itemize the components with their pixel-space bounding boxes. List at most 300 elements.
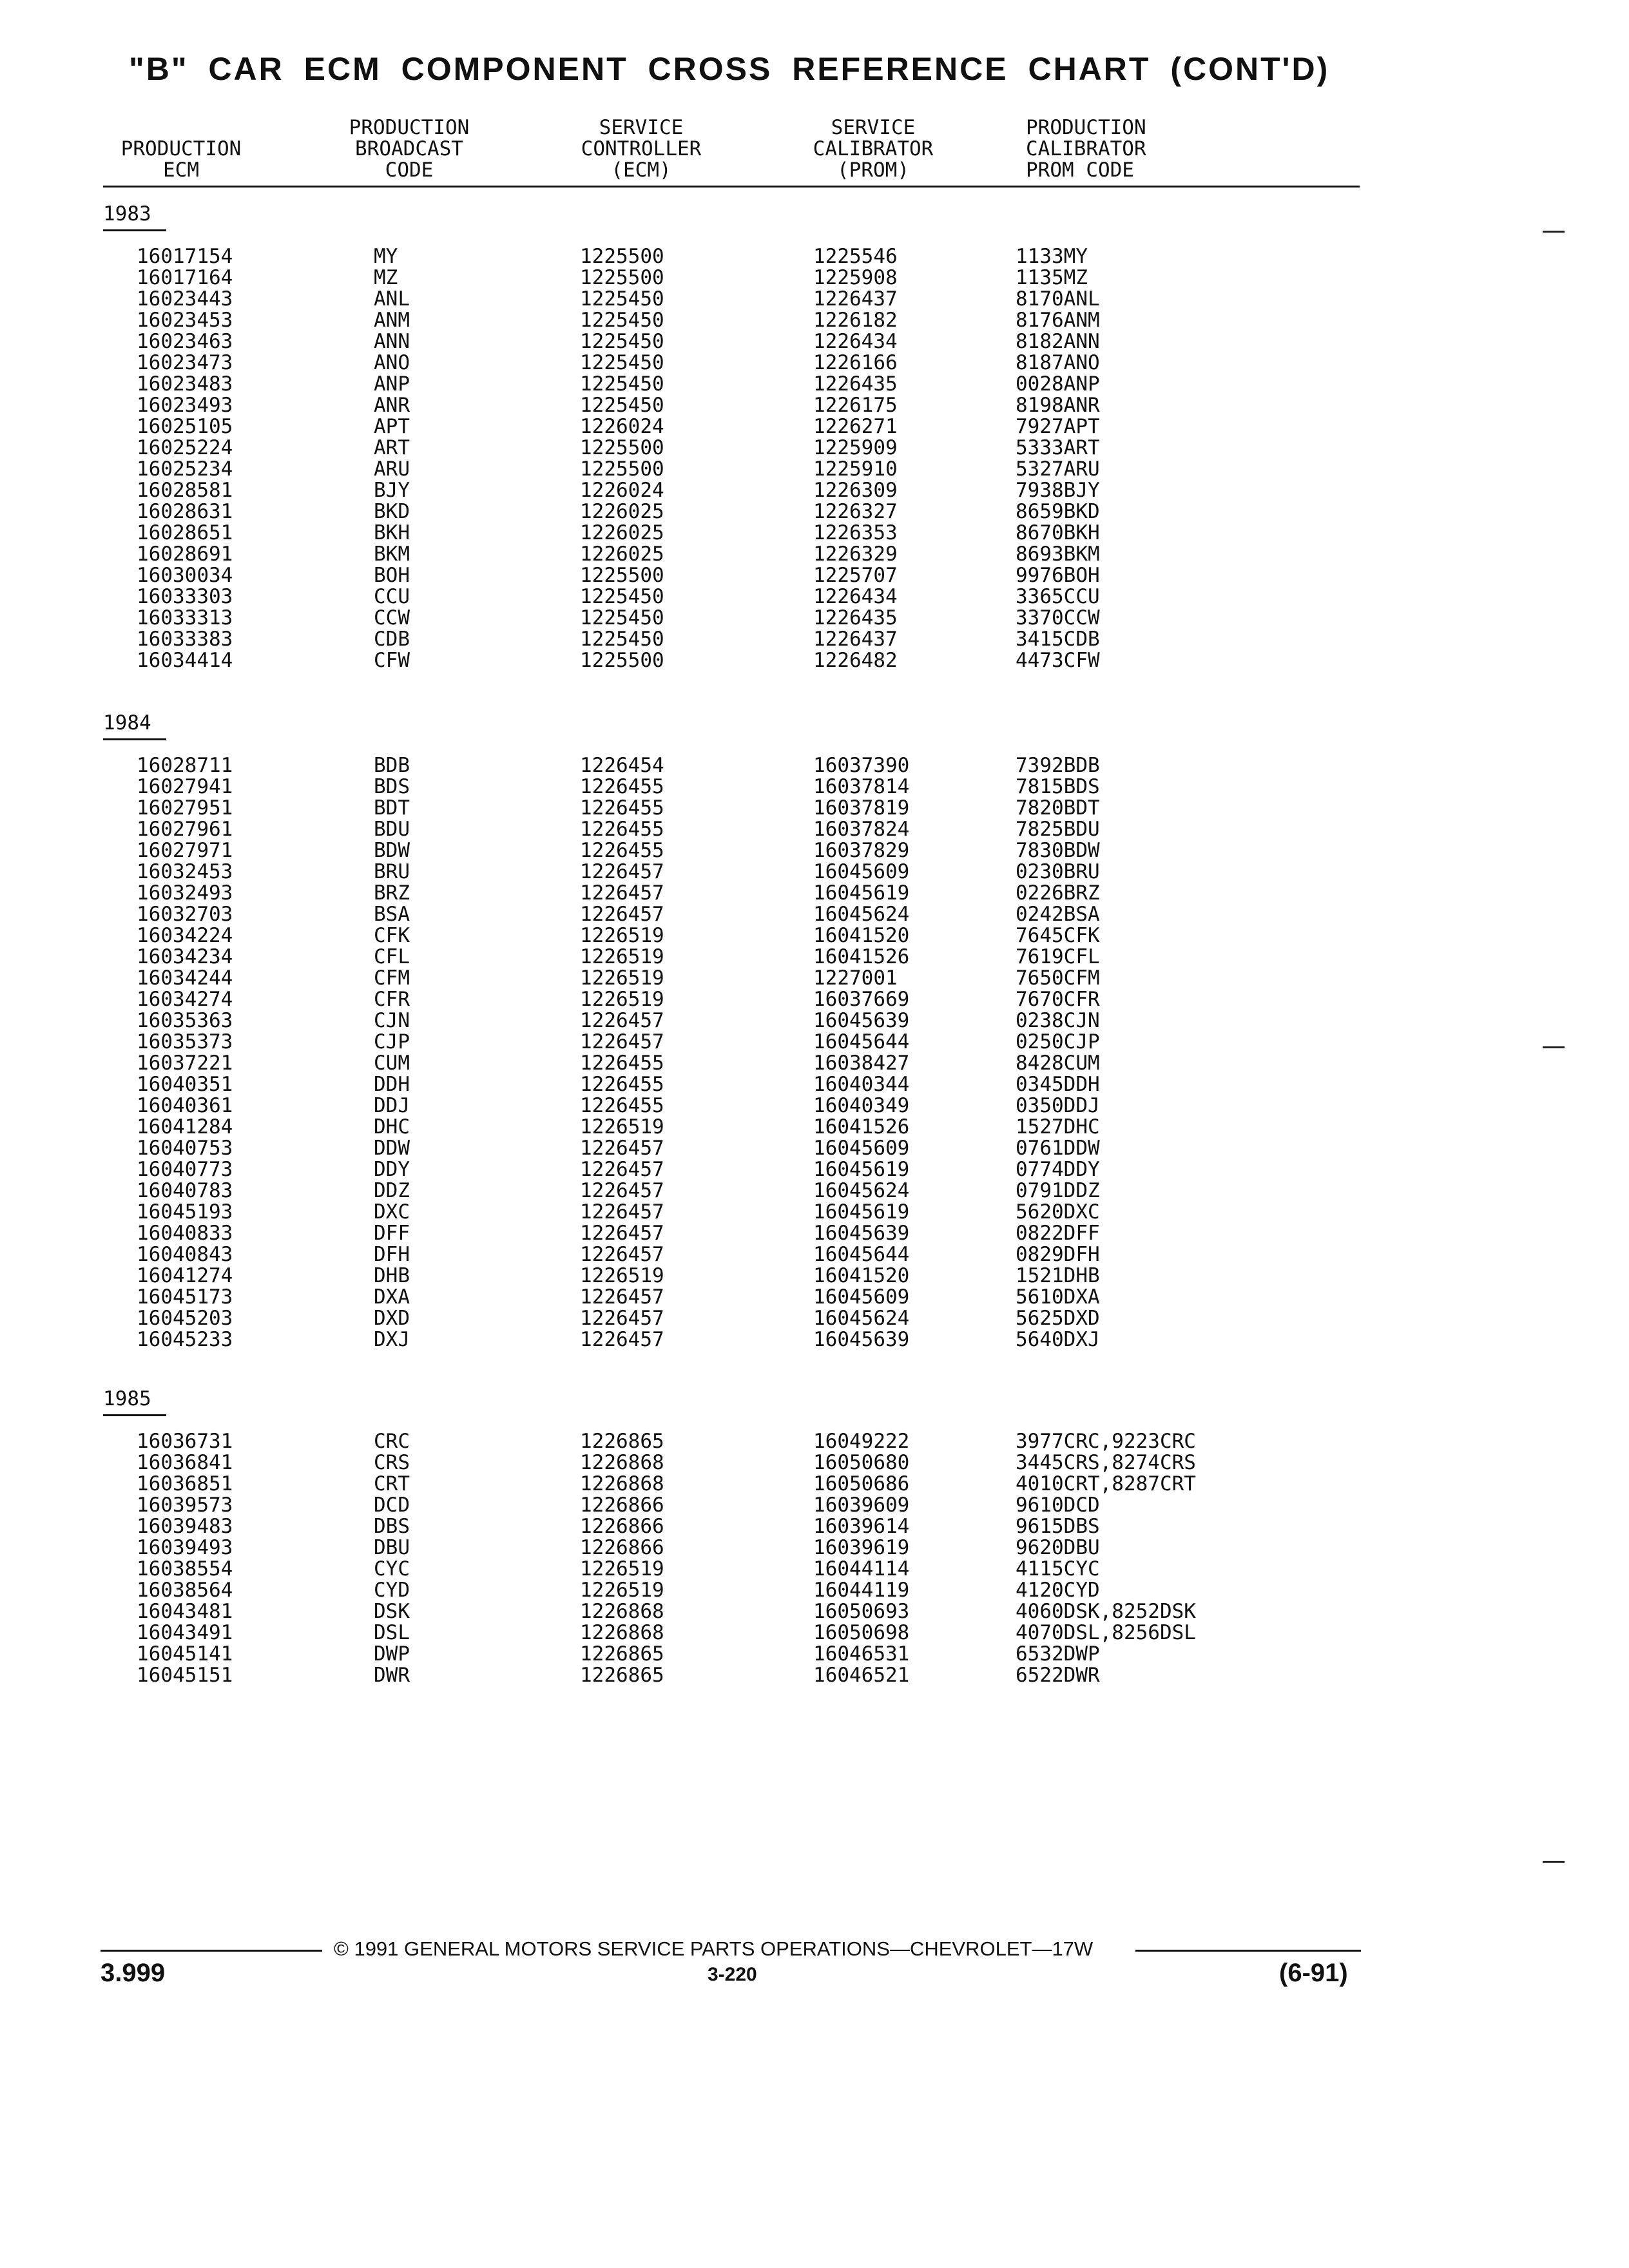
service-calibrator-cell: 1226435 [813, 372, 898, 396]
table-row [0, 1265, 1629, 1287]
prom-code-cell: 8170ANL [1016, 287, 1100, 311]
prom-code-cell: 9976BOH [1016, 564, 1100, 587]
table-row [0, 501, 1629, 523]
prom-code-cell: 6532DWP [1016, 1642, 1100, 1666]
production-ecm-cell: 16041274 [137, 1264, 233, 1287]
table-row [0, 1053, 1629, 1074]
service-controller-cell: 1226868 [580, 1472, 664, 1495]
table-row [0, 310, 1629, 331]
broadcast-code-cell: DCD [374, 1494, 410, 1517]
production-ecm-cell: 16043491 [137, 1621, 233, 1644]
broadcast-code-cell: DDH [374, 1073, 410, 1096]
production-ecm-cell: 16033383 [137, 628, 233, 651]
table-row [0, 480, 1629, 501]
prom-code-cell: 1135MZ [1016, 266, 1088, 289]
production-ecm-cell: 16036731 [137, 1430, 233, 1453]
table-row [0, 629, 1629, 650]
service-calibrator-cell: 16044119 [813, 1579, 910, 1602]
prom-code-cell: 5625DXD [1016, 1307, 1100, 1330]
production-ecm-cell: 16039573 [137, 1494, 233, 1517]
broadcast-code-cell: BKM [374, 543, 410, 566]
header-line: CONTROLLER [581, 137, 702, 160]
service-controller-cell: 1226519 [580, 1557, 664, 1581]
production-ecm-cell: 16035363 [137, 1009, 233, 1032]
production-ecm-cell: 16040361 [137, 1094, 233, 1117]
service-controller-cell: 1226455 [580, 818, 664, 841]
prom-code-cell: 0242BSA [1016, 903, 1100, 926]
table-row [0, 267, 1629, 289]
service-controller-cell: 1225500 [580, 266, 664, 289]
broadcast-code-cell: CRC [374, 1430, 410, 1453]
production-ecm-cell: 16027961 [137, 818, 233, 841]
table-rows [0, 246, 1629, 671]
prom-code-cell: 9620DBU [1016, 1536, 1100, 1559]
table-row [0, 459, 1629, 480]
production-ecm-cell: 16034234 [137, 945, 233, 968]
table-row [0, 989, 1629, 1010]
service-controller-cell: 1226519 [580, 988, 664, 1011]
service-controller-cell: 1226865 [580, 1642, 664, 1666]
service-controller-cell: 1226454 [580, 754, 664, 777]
production-ecm-cell: 16027951 [137, 796, 233, 820]
service-calibrator-cell: 1226353 [813, 521, 898, 544]
prom-code-cell: 8198ANR [1016, 394, 1100, 417]
table-row [0, 1159, 1629, 1180]
table-row [0, 331, 1629, 352]
table-row [0, 1601, 1629, 1622]
broadcast-code-cell: CYC [374, 1557, 410, 1581]
service-controller-cell: 1225500 [580, 436, 664, 459]
production-ecm-cell: 16028691 [137, 543, 233, 566]
prom-code-cell: 7619CFL [1016, 945, 1100, 968]
service-calibrator-cell: 16045624 [813, 1307, 910, 1330]
header-broadcast-code [331, 117, 487, 181]
broadcast-code-cell: BOH [374, 564, 410, 587]
service-calibrator-cell: 1225908 [813, 266, 898, 289]
service-calibrator-cell: 16045644 [813, 1243, 910, 1266]
service-calibrator-cell: 16039614 [813, 1515, 910, 1538]
broadcast-code-cell: DBS [374, 1515, 410, 1538]
production-ecm-cell: 16045193 [137, 1200, 233, 1224]
prom-code-cell: 7645CFK [1016, 924, 1100, 947]
production-ecm-cell: 16028631 [137, 500, 233, 523]
service-controller-cell: 1225450 [580, 287, 664, 311]
production-ecm-cell: 16023463 [137, 330, 233, 353]
production-ecm-cell: 16034224 [137, 924, 233, 947]
broadcast-code-cell: DBU [374, 1536, 410, 1559]
header-line: BROADCAST [355, 137, 463, 160]
production-ecm-cell: 16040783 [137, 1179, 233, 1202]
header-rule [103, 186, 1360, 187]
broadcast-code-cell: CRS [374, 1451, 410, 1474]
broadcast-code-cell: DDJ [374, 1094, 410, 1117]
prom-code-cell: 4120CYD [1016, 1579, 1100, 1602]
service-calibrator-cell: 16037814 [813, 775, 910, 798]
service-controller-cell: 1226865 [580, 1664, 664, 1687]
service-calibrator-cell: 1225910 [813, 457, 898, 481]
table-row [0, 565, 1629, 586]
service-controller-cell: 1225450 [580, 330, 664, 353]
service-calibrator-cell: 16044114 [813, 1557, 910, 1581]
table-row [0, 1180, 1629, 1202]
prom-code-cell: 8176ANM [1016, 309, 1100, 332]
service-calibrator-cell: 16050698 [813, 1621, 910, 1644]
service-calibrator-cell: 16041526 [813, 945, 910, 968]
production-ecm-cell: 16040843 [137, 1243, 233, 1266]
service-calibrator-cell: 16045609 [813, 860, 910, 883]
service-controller-cell: 1226519 [580, 1264, 664, 1287]
table-row [0, 1074, 1629, 1095]
header-line: PRODUCTION [1026, 116, 1146, 139]
broadcast-code-cell: CFR [374, 988, 410, 1011]
service-controller-cell: 1226455 [580, 1052, 664, 1075]
service-calibrator-cell: 1225909 [813, 436, 898, 459]
prom-code-cell: 3370CCW [1016, 606, 1100, 629]
service-calibrator-cell: 16039609 [813, 1494, 910, 1517]
table-row [0, 352, 1629, 374]
footer-rule-left [101, 1950, 322, 1952]
prom-code-cell: 0350DDJ [1016, 1094, 1100, 1117]
broadcast-code-cell: DFH [374, 1243, 410, 1266]
production-ecm-cell: 16035373 [137, 1030, 233, 1053]
broadcast-code-cell: CRT [374, 1472, 410, 1495]
service-controller-cell: 1226519 [580, 1115, 664, 1139]
production-ecm-cell: 16025234 [137, 457, 233, 481]
service-controller-cell: 1226455 [580, 796, 664, 820]
production-ecm-cell: 16041284 [137, 1115, 233, 1139]
broadcast-code-cell: BKH [374, 521, 410, 544]
table-row [0, 840, 1629, 861]
service-controller-cell: 1226519 [580, 924, 664, 947]
production-ecm-cell: 16023443 [137, 287, 233, 311]
table-row [0, 1622, 1629, 1644]
production-ecm-cell: 16023473 [137, 351, 233, 374]
broadcast-code-cell: DHC [374, 1115, 410, 1139]
page-number: 3-220 [708, 1964, 757, 1985]
prom-code-cell: 1521DHB [1016, 1264, 1100, 1287]
prom-code-cell: 7815BDS [1016, 775, 1100, 798]
service-calibrator-cell: 1226175 [813, 394, 898, 417]
production-ecm-cell: 16030034 [137, 564, 233, 587]
table-row [0, 1537, 1629, 1559]
service-calibrator-cell: 1226434 [813, 585, 898, 608]
table-row [0, 1095, 1629, 1117]
prom-code-cell: 4060DSK,8252DSK [1016, 1600, 1196, 1623]
service-calibrator-cell: 16050686 [813, 1472, 910, 1495]
prom-code-cell: 0822DFF [1016, 1222, 1100, 1245]
broadcast-code-cell: CUM [374, 1052, 410, 1075]
broadcast-code-cell: ANN [374, 330, 410, 353]
service-controller-cell: 1226868 [580, 1451, 664, 1474]
table-row [0, 819, 1629, 840]
prom-code-cell: 4473CFW [1016, 649, 1100, 672]
table-row [0, 1474, 1629, 1495]
prom-code-cell: 3445CRS,8274CRS [1016, 1451, 1196, 1474]
service-controller-cell: 1226457 [580, 1285, 664, 1309]
service-calibrator-cell: 16050693 [813, 1600, 910, 1623]
prom-code-cell: 3415CDB [1016, 628, 1100, 651]
service-controller-cell: 1226025 [580, 543, 664, 566]
broadcast-code-cell: DXC [374, 1200, 410, 1224]
prom-code-cell: 0226BRZ [1016, 881, 1100, 905]
service-controller-cell: 1226457 [580, 1030, 664, 1053]
service-controller-cell: 1225450 [580, 309, 664, 332]
header-service-controller [562, 117, 720, 181]
production-ecm-cell: 16023453 [137, 309, 233, 332]
table-row [0, 1223, 1629, 1244]
broadcast-code-cell: ANM [374, 309, 410, 332]
service-calibrator-cell: 16045644 [813, 1030, 910, 1053]
table-row [0, 437, 1629, 459]
service-controller-cell: 1226868 [580, 1621, 664, 1644]
service-controller-cell: 1226866 [580, 1494, 664, 1517]
service-controller-cell: 1226024 [580, 415, 664, 438]
production-ecm-cell: 16025224 [137, 436, 233, 459]
broadcast-code-cell: DFF [374, 1222, 410, 1245]
production-ecm-cell: 16027971 [137, 839, 233, 862]
service-calibrator-cell: 1226329 [813, 543, 898, 566]
service-calibrator-cell: 16037819 [813, 796, 910, 820]
prom-code-cell: 0345DDH [1016, 1073, 1100, 1096]
broadcast-code-cell: DWP [374, 1642, 410, 1666]
broadcast-code-cell: DHB [374, 1264, 410, 1287]
header-line: SERVICE [599, 116, 684, 139]
table-row [0, 1032, 1629, 1053]
production-ecm-cell: 16039483 [137, 1515, 233, 1538]
service-controller-cell: 1226519 [580, 945, 664, 968]
service-controller-cell: 1226519 [580, 966, 664, 990]
production-ecm-cell: 16034414 [137, 649, 233, 672]
service-calibrator-cell: 16045624 [813, 1179, 910, 1202]
service-calibrator-cell: 1227001 [813, 966, 898, 990]
service-calibrator-cell: 16037824 [813, 818, 910, 841]
service-calibrator-cell: 16046531 [813, 1642, 910, 1666]
production-ecm-cell: 16045233 [137, 1328, 233, 1351]
prom-code-cell: 7392BDB [1016, 754, 1100, 777]
prom-code-cell: 5327ARU [1016, 457, 1100, 481]
broadcast-code-cell: MZ [374, 266, 398, 289]
service-controller-cell: 1226457 [580, 1179, 664, 1202]
broadcast-code-cell: DXJ [374, 1328, 410, 1351]
table-row [0, 1010, 1629, 1032]
service-calibrator-cell: 16046521 [813, 1664, 910, 1687]
prom-code-cell: 8428CUM [1016, 1052, 1100, 1075]
broadcast-code-cell: ANL [374, 287, 410, 311]
prom-code-cell: 7938BJY [1016, 479, 1100, 502]
production-ecm-cell: 16036851 [137, 1472, 233, 1495]
broadcast-code-cell: CFL [374, 945, 410, 968]
service-calibrator-cell: 16045619 [813, 1200, 910, 1224]
production-ecm-cell: 16034244 [137, 966, 233, 990]
production-ecm-cell: 16040773 [137, 1158, 233, 1181]
prom-code-cell: 7927APT [1016, 415, 1100, 438]
table-row [0, 947, 1629, 968]
service-calibrator-cell: 16050680 [813, 1451, 910, 1474]
production-ecm-cell: 16038564 [137, 1579, 233, 1602]
service-calibrator-cell: 16041520 [813, 924, 910, 947]
service-calibrator-cell: 1226437 [813, 628, 898, 651]
broadcast-code-cell: CYD [374, 1579, 410, 1602]
header-service-calibrator [794, 117, 952, 181]
service-controller-cell: 1226457 [580, 1137, 664, 1160]
header-line: CODE [385, 159, 434, 182]
service-controller-cell: 1225500 [580, 457, 664, 481]
prom-code-cell: 0028ANP [1016, 372, 1100, 396]
production-ecm-cell: 16028581 [137, 479, 233, 502]
prom-code-cell: 4070DSL,8256DSL [1016, 1621, 1196, 1644]
header-line: (PROM) [837, 159, 909, 182]
production-ecm-cell: 16032453 [137, 860, 233, 883]
service-calibrator-cell: 16041526 [813, 1115, 910, 1139]
service-calibrator-cell: 1226327 [813, 500, 898, 523]
prom-code-cell: 8670BKH [1016, 521, 1100, 544]
production-ecm-cell: 16045203 [137, 1307, 233, 1330]
service-controller-cell: 1226866 [580, 1536, 664, 1559]
service-calibrator-cell: 16045619 [813, 881, 910, 905]
table-row [0, 1117, 1629, 1138]
broadcast-code-cell: DDZ [374, 1179, 410, 1202]
service-controller-cell: 1226457 [580, 903, 664, 926]
service-calibrator-cell: 1226434 [813, 330, 898, 353]
service-controller-cell: 1226868 [580, 1600, 664, 1623]
broadcast-code-cell: DXD [374, 1307, 410, 1330]
broadcast-code-cell: DXA [374, 1285, 410, 1309]
prom-code-cell: 7830BDW [1016, 839, 1100, 862]
margin-mark [1543, 231, 1565, 233]
broadcast-code-cell: DSK [374, 1600, 410, 1623]
table-row [0, 904, 1629, 925]
prom-code-cell: 9615DBS [1016, 1515, 1100, 1538]
footer-left-code: 3.999 [101, 1959, 166, 1987]
service-calibrator-cell: 1226309 [813, 479, 898, 502]
service-controller-cell: 1226457 [580, 1009, 664, 1032]
table-row [0, 1665, 1629, 1686]
table-row [0, 395, 1629, 416]
service-calibrator-cell: 16041520 [813, 1264, 910, 1287]
production-ecm-cell: 16033303 [137, 585, 233, 608]
prom-code-cell: 8182ANN [1016, 330, 1100, 353]
production-ecm-cell: 16033313 [137, 606, 233, 629]
service-controller-cell: 1226457 [580, 1200, 664, 1224]
prom-code-cell: 8187ANO [1016, 351, 1100, 374]
production-ecm-cell: 16017164 [137, 266, 233, 289]
service-calibrator-cell: 16037829 [813, 839, 910, 862]
broadcast-code-cell: MY [374, 245, 398, 268]
service-controller-cell: 1226519 [580, 1579, 664, 1602]
table-row [0, 1644, 1629, 1665]
broadcast-code-cell: ARU [374, 457, 410, 481]
header-line: ECM [163, 159, 199, 182]
broadcast-code-cell: BSA [374, 903, 410, 926]
broadcast-code-cell: DDW [374, 1137, 410, 1160]
service-calibrator-cell: 1226182 [813, 309, 898, 332]
service-controller-cell: 1226457 [580, 881, 664, 905]
table-rows [0, 1431, 1629, 1686]
header-production-ecm [103, 139, 259, 181]
production-ecm-cell: 16027941 [137, 775, 233, 798]
prom-code-cell: 7670CFR [1016, 988, 1100, 1011]
broadcast-code-cell: BKD [374, 500, 410, 523]
header-line: CALIBRATOR [813, 137, 934, 160]
year-heading: 1984 [103, 711, 151, 735]
prom-code-cell: 3977CRC,9223CRC [1016, 1430, 1196, 1453]
table-rows [0, 755, 1629, 1350]
prom-code-cell: 5640DXJ [1016, 1328, 1100, 1351]
service-controller-cell: 1225450 [580, 394, 664, 417]
service-calibrator-cell: 16045619 [813, 1158, 910, 1181]
prom-code-cell: 8659BKD [1016, 500, 1100, 523]
prom-code-cell: 1527DHC [1016, 1115, 1100, 1139]
broadcast-code-cell: CJP [374, 1030, 410, 1053]
table-row [0, 861, 1629, 883]
service-controller-cell: 1226866 [580, 1515, 664, 1538]
broadcast-code-cell: BDB [374, 754, 410, 777]
service-calibrator-cell: 16040344 [813, 1073, 910, 1096]
header-line: SERVICE [831, 116, 916, 139]
production-ecm-cell: 16039493 [137, 1536, 233, 1559]
broadcast-code-cell: BRZ [374, 881, 410, 905]
production-ecm-cell: 16037221 [137, 1052, 233, 1075]
service-controller-cell: 1225500 [580, 245, 664, 268]
service-controller-cell: 1226457 [580, 1307, 664, 1330]
table-row [0, 1329, 1629, 1350]
header-line: PRODUCTION [349, 116, 470, 139]
service-controller-cell: 1226457 [580, 1243, 664, 1266]
service-controller-cell: 1225450 [580, 585, 664, 608]
prom-code-cell: 7820BDT [1016, 796, 1100, 820]
production-ecm-cell: 16032493 [137, 881, 233, 905]
footer-date-code: (6-91) [1279, 1959, 1348, 1987]
service-calibrator-cell: 1226271 [813, 415, 898, 438]
service-controller-cell: 1226457 [580, 1158, 664, 1181]
prom-code-cell: 4010CRT,8287CRT [1016, 1472, 1196, 1495]
table-row [0, 1308, 1629, 1329]
table-row [0, 608, 1629, 629]
service-calibrator-cell: 16045609 [813, 1285, 910, 1309]
table-row [0, 544, 1629, 565]
production-ecm-cell: 16045141 [137, 1642, 233, 1666]
service-calibrator-cell: 16037669 [813, 988, 910, 1011]
table-row [0, 798, 1629, 819]
year-underline [103, 738, 166, 740]
table-row [0, 1580, 1629, 1601]
service-calibrator-cell: 16037390 [813, 754, 910, 777]
service-controller-cell: 1226455 [580, 1073, 664, 1096]
table-row [0, 1495, 1629, 1516]
table-row [0, 1559, 1629, 1580]
broadcast-code-cell: BDU [374, 818, 410, 841]
service-calibrator-cell: 16049222 [813, 1430, 910, 1453]
prom-code-cell: 5610DXA [1016, 1285, 1100, 1309]
production-ecm-cell: 16028651 [137, 521, 233, 544]
service-controller-cell: 1226457 [580, 860, 664, 883]
prom-code-cell: 9610DCD [1016, 1494, 1100, 1517]
production-ecm-cell: 16023483 [137, 372, 233, 396]
production-ecm-cell: 16045151 [137, 1664, 233, 1687]
margin-mark [1543, 1861, 1565, 1863]
header-prom-code [1026, 117, 1146, 181]
broadcast-code-cell: BJY [374, 479, 410, 502]
table-row [0, 1202, 1629, 1223]
table-row [0, 776, 1629, 798]
broadcast-code-cell: CDB [374, 628, 410, 651]
broadcast-code-cell: BDS [374, 775, 410, 798]
year-heading: 1985 [103, 1387, 151, 1410]
footer-copyright: © 1991 GENERAL MOTORS SERVICE PARTS OPERATIONS—CHEVROLET—17W [334, 1937, 1094, 1960]
broadcast-code-cell: CFK [374, 924, 410, 947]
service-calibrator-cell: 16040349 [813, 1094, 910, 1117]
prom-code-cell: 3365CCU [1016, 585, 1100, 608]
